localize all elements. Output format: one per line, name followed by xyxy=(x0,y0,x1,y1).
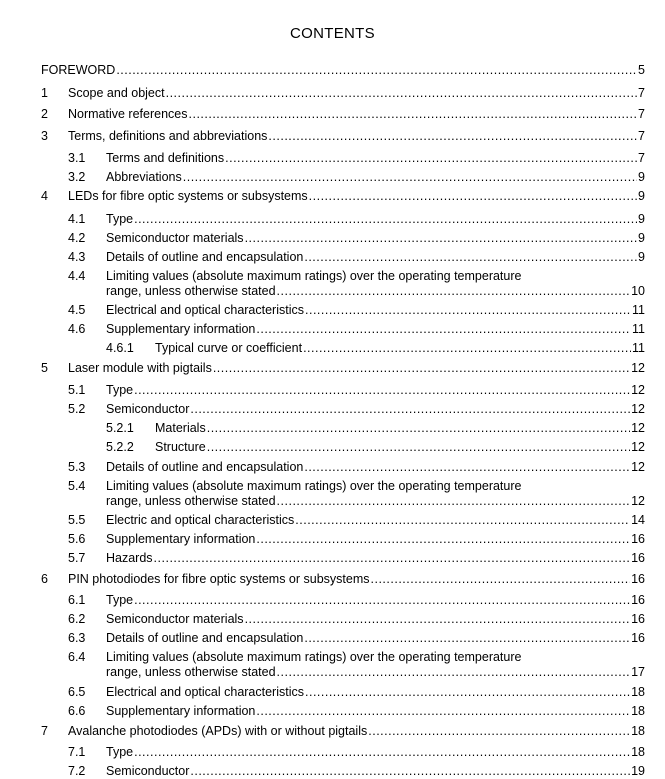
toc-page-number: 12 xyxy=(631,402,645,416)
toc-entry-title: Semiconductor xyxy=(106,402,190,416)
dot-leader xyxy=(295,513,630,528)
toc-entry[interactable] xyxy=(68,551,645,566)
toc-entry[interactable] xyxy=(68,479,645,509)
toc-entry-title: Type xyxy=(106,593,134,607)
dot-leader xyxy=(166,86,637,101)
toc-entry-title: Terms, definitions and abbreviations xyxy=(68,129,268,143)
dot-leader xyxy=(277,284,631,299)
toc-entry[interactable] xyxy=(68,650,645,680)
toc-entry-number: 1 xyxy=(41,86,48,100)
toc-page-number: 19 xyxy=(631,764,645,778)
toc-entry[interactable] xyxy=(68,303,645,318)
toc-entry-title-continuation: range, unless otherwise stated xyxy=(106,284,276,298)
toc-entry-number: 6.3 xyxy=(68,631,86,645)
toc-entry-number: 5.5 xyxy=(68,513,86,527)
toc-entry-title: Semiconductor xyxy=(106,764,190,778)
toc-entry-number: 6.5 xyxy=(68,685,86,699)
toc-entry-number: 5.1 xyxy=(68,383,86,397)
toc-entry[interactable] xyxy=(68,612,645,627)
toc-entry-number: 4 xyxy=(41,189,48,203)
dot-leader xyxy=(256,322,631,337)
dot-leader xyxy=(245,231,637,246)
toc-entry-title-continuation: range, unless otherwise stated xyxy=(106,494,276,508)
toc-entry-number: 4.3 xyxy=(68,250,86,264)
toc-page-number: 11 xyxy=(632,303,645,317)
toc-entry-number: 4.4 xyxy=(68,269,86,283)
toc-page-number: 5 xyxy=(638,63,645,77)
toc-entry-title: Normative references xyxy=(68,107,188,121)
toc-entry-title: Supplementary information xyxy=(106,322,256,336)
toc-entry[interactable] xyxy=(68,513,645,528)
toc-entry-title: LEDs for fibre optic systems or subsystems xyxy=(68,189,308,203)
dot-leader xyxy=(309,189,637,204)
toc-page-number: 9 xyxy=(638,189,645,203)
toc-entry[interactable] xyxy=(68,269,645,299)
toc-page-number: 7 xyxy=(638,129,645,143)
toc-entry-number: 5.7 xyxy=(68,551,86,565)
toc-entry[interactable] xyxy=(41,572,645,587)
toc-page-number: 18 xyxy=(631,745,645,759)
toc-entry-title: Semiconductor materials xyxy=(106,231,244,245)
toc-page-number: 16 xyxy=(631,593,645,607)
toc-entry-title: Abbreviations xyxy=(106,170,182,184)
toc-entry-title: Avalanche photodiodes (APDs) with or without pigtails xyxy=(68,724,368,738)
toc-entry[interactable] xyxy=(68,685,645,700)
dot-leader xyxy=(190,764,630,779)
toc-page-number: 12 xyxy=(631,361,645,375)
toc-entry-number: 6 xyxy=(41,572,48,586)
toc-entry-title: Structure xyxy=(155,440,206,454)
toc-entry[interactable] xyxy=(106,421,645,436)
toc-entry-number: 6.1 xyxy=(68,593,86,607)
toc-entry-number: 4.6.1 xyxy=(106,341,134,355)
toc-entry-title: Typical curve or coefficient xyxy=(155,341,303,355)
toc-entry-title: Supplementary information xyxy=(106,704,256,718)
toc-entry-number: 7 xyxy=(41,724,48,738)
toc-entry-title: Limiting values (absolute maximum ratings) over the operating temperature xyxy=(106,650,522,664)
toc-entry-title: Terms and definitions xyxy=(106,151,225,165)
toc-page-number: 18 xyxy=(631,685,645,699)
toc-page-number: 9 xyxy=(638,170,645,184)
toc-page-number: 9 xyxy=(638,231,645,245)
toc-entry-number: 5.2.2 xyxy=(106,440,134,454)
toc-page-number: 9 xyxy=(638,212,645,226)
toc-page-number: 7 xyxy=(638,86,645,100)
toc-entry-number: 7.2 xyxy=(68,764,86,778)
toc-entry[interactable] xyxy=(41,86,645,101)
toc-entry[interactable] xyxy=(41,361,645,376)
toc-entry-title-continuation: range, unless otherwise stated xyxy=(106,665,276,679)
toc-entry-number: 4.2 xyxy=(68,231,86,245)
toc-entry[interactable] xyxy=(68,383,645,398)
toc-entry-number: 5 xyxy=(41,361,48,375)
toc-entry-number: 6.4 xyxy=(68,650,86,664)
toc-entry-number: 3.2 xyxy=(68,170,86,184)
toc-page-number: 16 xyxy=(631,532,645,546)
toc-entry[interactable] xyxy=(41,129,645,144)
toc-page-number: 18 xyxy=(631,704,645,718)
toc-entry-number: 2 xyxy=(41,107,48,121)
toc-page-number: 9 xyxy=(638,250,645,264)
toc-entry-title: Type xyxy=(106,745,134,759)
toc-entry[interactable] xyxy=(68,212,645,227)
toc-entry[interactable] xyxy=(68,764,645,779)
toc-entry[interactable] xyxy=(68,402,645,417)
toc-entry[interactable] xyxy=(68,151,645,166)
toc-page-number: 16 xyxy=(631,612,645,626)
dot-leader xyxy=(268,129,637,144)
toc-page-number: 11 xyxy=(632,322,645,336)
toc-entry-title: FOREWORD xyxy=(41,63,116,77)
dot-leader xyxy=(207,421,630,436)
toc-entry[interactable] xyxy=(68,631,645,646)
toc-page-number: 7 xyxy=(638,151,645,165)
toc-entry[interactable] xyxy=(68,460,645,475)
toc-entry-title: Electric and optical characteristics xyxy=(106,513,295,527)
toc-entry[interactable] xyxy=(41,63,645,78)
toc-entry-number: 6.6 xyxy=(68,704,86,718)
dot-leader xyxy=(305,303,631,318)
toc-page-number: 14 xyxy=(631,513,645,527)
dot-leader xyxy=(134,593,630,608)
toc-page-number: 11 xyxy=(632,341,645,355)
dot-leader xyxy=(256,704,630,719)
toc-entry[interactable] xyxy=(68,745,645,760)
toc-entry-title: Details of outline and encapsulation xyxy=(106,460,304,474)
dot-leader xyxy=(277,665,631,680)
toc-entry-title: Supplementary information xyxy=(106,532,256,546)
toc-page-number: 17 xyxy=(631,665,645,679)
dot-leader xyxy=(134,383,630,398)
toc-entry-number: 4.6 xyxy=(68,322,86,336)
toc-page-number: 18 xyxy=(631,724,645,738)
toc-entry-title: Laser module with pigtails xyxy=(68,361,212,375)
toc-page-number: 16 xyxy=(631,551,645,565)
toc-entry-title: Details of outline and encapsulation xyxy=(106,250,304,264)
toc-page-number: 16 xyxy=(631,572,645,586)
toc-page-number: 7 xyxy=(638,107,645,121)
toc-entry-title: Limiting values (absolute maximum ratings) over the operating temperature xyxy=(106,479,522,493)
toc-entry-title: Hazards xyxy=(106,551,153,565)
page-title: CONTENTS xyxy=(290,25,375,42)
toc-page-number: 16 xyxy=(631,631,645,645)
dot-leader xyxy=(303,341,631,356)
toc-entry-title: PIN photodiodes for fibre optic systems or subsystems xyxy=(68,572,370,586)
toc-entry[interactable] xyxy=(41,107,645,122)
toc-entry[interactable] xyxy=(68,231,645,246)
dot-leader xyxy=(304,631,630,646)
toc-entry-title: Type xyxy=(106,212,134,226)
toc-page-number: 12 xyxy=(631,494,645,508)
toc-entry-title: Scope and object xyxy=(68,86,165,100)
toc-entry-title: Electrical and optical characteristics xyxy=(106,685,304,699)
toc-page-number: 12 xyxy=(631,440,645,454)
toc-entry-title: Electrical and optical characteristics xyxy=(106,303,304,317)
toc-entry[interactable] xyxy=(68,704,645,719)
dot-leader xyxy=(304,250,637,265)
toc-page-number: 12 xyxy=(631,421,645,435)
toc-entry-title: Type xyxy=(106,383,134,397)
toc-entry[interactable] xyxy=(41,189,645,204)
toc-entry-number: 7.1 xyxy=(68,745,86,759)
toc-entry[interactable] xyxy=(68,170,645,185)
dot-leader xyxy=(190,402,630,417)
toc-entry-number: 5.2.1 xyxy=(106,421,134,435)
dot-leader xyxy=(368,724,630,739)
toc-entry-title: Details of outline and encapsulation xyxy=(106,631,304,645)
toc-entry-title: Materials xyxy=(155,421,206,435)
toc-entry[interactable] xyxy=(106,341,645,356)
dot-leader xyxy=(371,572,631,587)
dot-leader xyxy=(277,494,631,509)
dot-leader xyxy=(183,170,637,185)
dot-leader xyxy=(305,685,630,700)
toc-entry[interactable] xyxy=(68,250,645,265)
toc-page-number: 12 xyxy=(631,383,645,397)
toc-entry[interactable] xyxy=(106,440,645,455)
dot-leader xyxy=(304,460,630,475)
toc-entry-number: 3 xyxy=(41,129,48,143)
toc-entry-number: 4.1 xyxy=(68,212,86,226)
toc-entry-number: 3.1 xyxy=(68,151,86,165)
toc-page-number: 10 xyxy=(631,284,645,298)
toc-entry-number: 4.5 xyxy=(68,303,86,317)
toc-entry-number: 5.3 xyxy=(68,460,86,474)
toc-entry[interactable] xyxy=(68,532,645,547)
toc-entry[interactable] xyxy=(68,593,645,608)
toc-entry[interactable] xyxy=(68,322,645,337)
dot-leader xyxy=(207,440,630,455)
dot-leader xyxy=(134,212,637,227)
dot-leader xyxy=(189,107,638,122)
toc-entry-number: 5.4 xyxy=(68,479,86,493)
dot-leader xyxy=(225,151,637,166)
toc-entry-title: Limiting values (absolute maximum ratings) over the operating temperature xyxy=(106,269,522,283)
dot-leader xyxy=(213,361,630,376)
dot-leader xyxy=(116,63,637,78)
dot-leader xyxy=(134,745,630,760)
toc-entry-title: Semiconductor materials xyxy=(106,612,244,626)
toc-entry[interactable] xyxy=(41,724,645,739)
dot-leader xyxy=(256,532,630,547)
toc-entry-number: 5.2 xyxy=(68,402,86,416)
dot-leader xyxy=(154,551,631,566)
dot-leader xyxy=(245,612,631,627)
toc-page-number: 12 xyxy=(631,460,645,474)
toc-entry-number: 5.6 xyxy=(68,532,86,546)
toc-entry-number: 6.2 xyxy=(68,612,86,626)
